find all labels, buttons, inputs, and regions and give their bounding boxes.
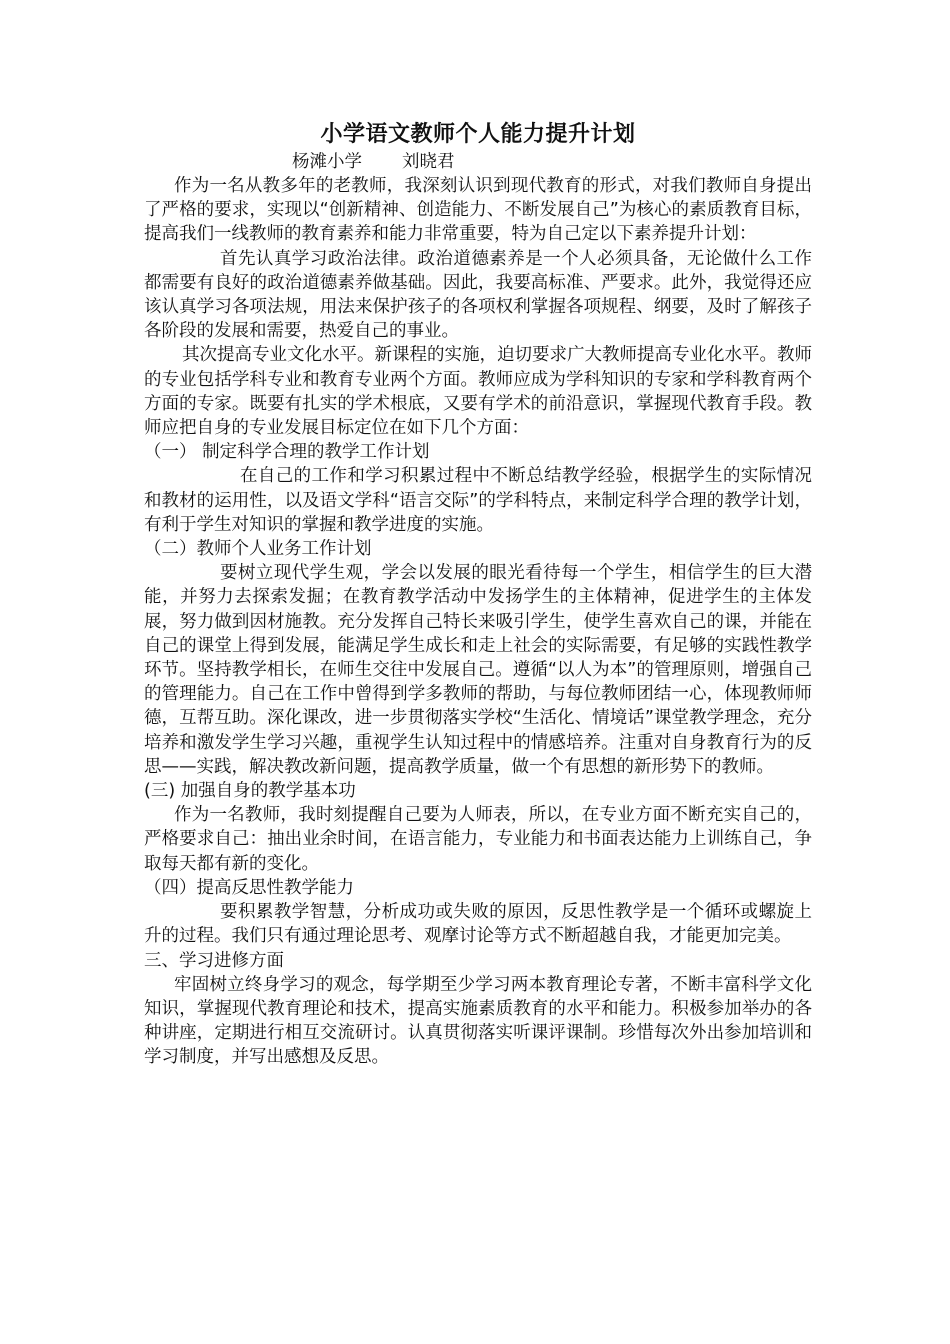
paragraph-study: 牢固树立终身学习的观念，每学期至少学习两本教育理论专著，不断丰富科学文化知识，掌握现代教育理论和技术，提高实施素质教育的水平和能力。积极参加举办的各种讲座，定期进行相互交流研讨。认真贯彻落实听课评课制。珍惜每次外出参加培训和学习制度，并写出感想及反思。 (144, 974, 812, 1068)
section-heading-3: (三) 加强自身的教学基本功 (144, 781, 356, 802)
paragraph-basic-skills: 作为一名教师，我时刻提醒自己要为人师表，所以，在专业方面不断充实自己的，严格要求自己：抽出业余时间，在语言能力，专业能力和书面表达能力上训练自己，争取每天都有新的变化。 (144, 805, 812, 874)
section-heading-study: 三、学习进修方面 (144, 950, 284, 971)
paragraph-politics: 首先认真学习政治法律。政治道德素养是一个人必须具备，无论做什么工作都需要有良好的政治道德素养做基础。因此，我要高标准、严要求。此外，我觉得还应该认真学习各项法规，用法来保护孩子的各项权利掌握各项规程、纲要，及时了解孩子各阶段的发展和需要，热爱自己的事业。 (144, 248, 812, 342)
paragraph-professional: 其次提高专业文化水平。新课程的实施，迫切要求广大教师提高专业化水平。教师的专业包括学科专业和教育专业两个方面。教师应成为学科知识的专家和学科教育两个方面的专家。既要有扎实的学术根底，又要有学术的前沿意识，掌握现代教育手段。教师应把自身的专业发展目标定位在如下几个方面： (144, 345, 812, 439)
paragraph-teaching-plan: 在自己的工作和学习积累过程中不断总结教学经验，根据学生的实际情况和教材的运用性，以及语文学科“语言交际”的学科特点，来制定科学合理的教学计划，有利于学生对知识的掌握和教学进度的实施。 (144, 466, 812, 535)
section-heading-4: （四）提高反思性教学能力 (144, 877, 354, 898)
author-line (144, 150, 812, 174)
intro-paragraph: 作为一名从教多年的老教师，我深刻认识到现代教育的形式，对我们教师自身提出了严格的要求，实现以“创新精神、创造能力、不断发展自己”为核心的素质教育目标，提高我们一线教师的教育素养和能力非常重要，特为自己定以下素养提升计划： (144, 176, 812, 245)
section-heading-2: （二）教师个人业务工作计划 (144, 539, 372, 560)
document-page (144, 120, 812, 1070)
school-name: 杨滩小学 (292, 152, 362, 172)
section-heading-1: （一） 制定科学合理的教学工作计划 (144, 442, 430, 463)
document-title: 小学语文教师个人能力提升计划 (320, 122, 636, 147)
author-name: 刘晓君 (402, 152, 455, 172)
paragraph-reflection: 要积累教学智慧，分析成功或失败的原因，反思性教学是一个循环或螺旋上升的过程。我们只有通过理论思考、观摩讨论等方式不断超越自我，才能更加完美。 (144, 902, 812, 947)
paragraph-work-plan: 要树立现代学生观，学会以发展的眼光看待每一个学生，相信学生的巨大潜能，并努力去探索发掘；在教育教学活动中发扬学生的主体精神，促进学生的主体发展，努力做到因材施教。充分发挥自己特长来吸引学生，使学生喜欢自己的课，并能在自己的课堂上得到发展，能满足学生成长和走上社会的实际需要，有足够的实践性教学环节。坚持教学相长，在师生交往中发展自己。遵循“以人为本”的管理原则，增强自己的管理能力。自己在工作中曾得到学多教师的帮助，与每位教师团结一心，体现教师师德，互帮互助。深化课改，进一步贯彻落实学校“生活化、情境话”课堂教学理念，充分培养和激发学生学习兴趣，重视学生认知过程中的情感培养。注重对自身教育行为的反思——实践，解决教改新问题，提高教学质量，做一个有思想的新形势下的教师。 (144, 563, 812, 777)
